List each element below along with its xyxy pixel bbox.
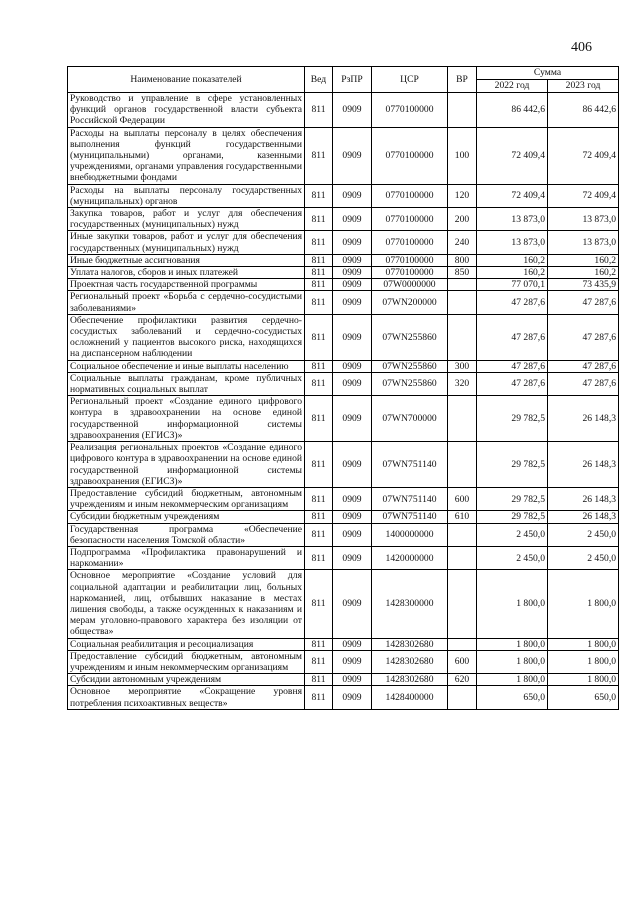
row-ved-cell: 811 (305, 208, 333, 231)
row-sum-2023-cell: 26 148,3 (548, 511, 619, 523)
row-vr-cell (448, 442, 477, 488)
row-sum-2022-cell: 1 800,0 (477, 638, 548, 650)
row-sum-2022-cell: 72 409,4 (477, 127, 548, 184)
row-vr-cell: 610 (448, 511, 477, 523)
table-row (68, 360, 619, 372)
row-vr-cell (448, 570, 477, 638)
row-rzpr-cell: 0909 (333, 442, 372, 488)
row-sum-2022-cell: 29 782,5 (477, 511, 548, 523)
table-row (68, 291, 619, 314)
row-name-cell: Обеспечение профилактики развития сердечно-сосудистых заболеваний и сердечно-сосудистых осложнений у пациентов высокого риска, находящихся на диспансерном наблюдении (68, 314, 305, 360)
table-row (68, 650, 619, 673)
row-ved-cell: 811 (305, 638, 333, 650)
row-rzpr-cell: 0909 (333, 267, 372, 279)
row-name-cell: Социальные выплаты гражданам, кроме публичных нормативных социальных выплат (68, 372, 305, 395)
row-vr-cell (448, 396, 477, 442)
row-sum-2022-cell: 650,0 (477, 686, 548, 709)
table-row (68, 254, 619, 266)
row-sum-2022-cell: 1 800,0 (477, 674, 548, 686)
row-rzpr-cell: 0909 (333, 314, 372, 360)
table-header-row (68, 67, 619, 80)
table-row (68, 686, 619, 709)
row-sum-2023-cell: 26 148,3 (548, 396, 619, 442)
row-sum-2023-cell: 160,2 (548, 267, 619, 279)
row-name-cell: Социальное обеспечение и иные выплаты населению (68, 360, 305, 372)
row-name-cell: Закупка товаров, работ и услуг для обеспечения государственных (муниципальных) нужд (68, 208, 305, 231)
row-vr-cell (448, 93, 477, 128)
row-csr-cell: 1400000000 (372, 523, 448, 546)
row-ved-cell: 811 (305, 231, 333, 254)
row-vr-cell: 200 (448, 208, 477, 231)
row-csr-cell: 0770100000 (372, 231, 448, 254)
row-ved-cell: 811 (305, 523, 333, 546)
row-name-cell: Реализация региональных проектов «Создание единого цифрового контура в здравоохранении на основе единой государственной информационной системы здравоохранения (ЕГИСЗ)» (68, 442, 305, 488)
row-name-cell: Субсидии бюджетным учреждениям (68, 511, 305, 523)
row-sum-2023-cell: 1 800,0 (548, 674, 619, 686)
row-csr-cell: 07WN751140 (372, 487, 448, 510)
row-ved-cell: 811 (305, 487, 333, 510)
row-name-cell: Государственная программа «Обеспечение безопасности населения Томской области» (68, 523, 305, 546)
row-name-cell: Региональный проект «Борьба с сердечно-сосудистыми заболеваниями» (68, 291, 305, 314)
row-ved-cell: 811 (305, 314, 333, 360)
row-vr-cell: 620 (448, 674, 477, 686)
row-sum-2022-cell: 77 070,1 (477, 279, 548, 291)
row-sum-2023-cell: 72 409,4 (548, 127, 619, 184)
row-name-cell: Субсидии автономным учреждениям (68, 674, 305, 686)
row-vr-cell: 600 (448, 650, 477, 673)
row-sum-2022-cell: 1 800,0 (477, 650, 548, 673)
row-rzpr-cell: 0909 (333, 487, 372, 510)
row-rzpr-cell: 0909 (333, 674, 372, 686)
table-row (68, 127, 619, 184)
row-name-cell: Руководство и управление в сфере установленных функций органов государственной власти субъекта Российской Федерации (68, 93, 305, 128)
row-sum-2023-cell: 13 873,0 (548, 231, 619, 254)
row-vr-cell (448, 638, 477, 650)
row-csr-cell: 0770100000 (372, 267, 448, 279)
row-csr-cell: 1428302680 (372, 674, 448, 686)
row-sum-2023-cell: 26 148,3 (548, 442, 619, 488)
row-csr-cell: 0770100000 (372, 208, 448, 231)
header-ved: Вед (305, 67, 333, 93)
row-name-cell: Уплата налогов, сборов и иных платежей (68, 267, 305, 279)
row-sum-2022-cell: 47 287,6 (477, 372, 548, 395)
row-sum-2023-cell: 2 450,0 (548, 546, 619, 569)
row-sum-2022-cell: 29 782,5 (477, 442, 548, 488)
row-ved-cell: 811 (305, 546, 333, 569)
table-row (68, 546, 619, 569)
table-row (68, 523, 619, 546)
row-sum-2023-cell: 47 287,6 (548, 372, 619, 395)
row-sum-2022-cell: 47 287,6 (477, 314, 548, 360)
row-vr-cell: 300 (448, 360, 477, 372)
row-csr-cell: 0770100000 (372, 254, 448, 266)
row-vr-cell: 100 (448, 127, 477, 184)
row-rzpr-cell: 0909 (333, 208, 372, 231)
row-sum-2022-cell: 86 442,6 (477, 93, 548, 128)
row-name-cell: Расходы на выплаты персоналу в целях обеспечения выполнения функций государственными (муниципальными) органами, казенными учреждениями, органами управления государственными внебюджетными фондами (68, 127, 305, 184)
header-year-2022: 2022 год (477, 80, 548, 93)
row-vr-cell (448, 279, 477, 291)
row-sum-2022-cell: 13 873,0 (477, 231, 548, 254)
row-ved-cell: 811 (305, 570, 333, 638)
row-name-cell: Социальная реабилитация и ресоциализация (68, 638, 305, 650)
row-vr-cell: 120 (448, 184, 477, 207)
table-row (68, 314, 619, 360)
budget-table (67, 66, 619, 710)
row-csr-cell: 07WN200000 (372, 291, 448, 314)
row-ved-cell: 811 (305, 686, 333, 709)
row-csr-cell: 07WN751140 (372, 511, 448, 523)
row-vr-cell: 600 (448, 487, 477, 510)
row-ved-cell: 811 (305, 279, 333, 291)
row-sum-2023-cell: 47 287,6 (548, 360, 619, 372)
table-row (68, 674, 619, 686)
row-ved-cell: 811 (305, 93, 333, 128)
row-rzpr-cell: 0909 (333, 396, 372, 442)
row-csr-cell: 1428302680 (372, 638, 448, 650)
table-row (68, 638, 619, 650)
table-row (68, 396, 619, 442)
row-csr-cell: 1420000000 (372, 546, 448, 569)
table-row (68, 208, 619, 231)
row-ved-cell: 811 (305, 442, 333, 488)
row-ved-cell: 811 (305, 511, 333, 523)
row-vr-cell: 320 (448, 372, 477, 395)
row-ved-cell: 811 (305, 650, 333, 673)
row-sum-2023-cell: 47 287,6 (548, 291, 619, 314)
row-csr-cell: 07WN255860 (372, 360, 448, 372)
table-row (68, 184, 619, 207)
row-rzpr-cell: 0909 (333, 231, 372, 254)
table-row (68, 511, 619, 523)
row-vr-cell: 850 (448, 267, 477, 279)
row-vr-cell: 800 (448, 254, 477, 266)
row-ved-cell: 811 (305, 360, 333, 372)
row-rzpr-cell: 0909 (333, 638, 372, 650)
row-csr-cell: 07WN255860 (372, 314, 448, 360)
row-sum-2022-cell: 160,2 (477, 254, 548, 266)
row-sum-2022-cell: 72 409,4 (477, 184, 548, 207)
table-row (68, 570, 619, 638)
table-row (68, 372, 619, 395)
row-name-cell: Подпрограмма «Профилактика правонарушений и наркомании» (68, 546, 305, 569)
row-csr-cell: 1428300000 (372, 570, 448, 638)
row-ved-cell: 811 (305, 254, 333, 266)
row-rzpr-cell: 0909 (333, 511, 372, 523)
row-sum-2022-cell: 160,2 (477, 267, 548, 279)
row-csr-cell: 1428400000 (372, 686, 448, 709)
row-csr-cell: 07WN255860 (372, 372, 448, 395)
row-csr-cell: 1428302680 (372, 650, 448, 673)
row-name-cell: Иные бюджетные ассигнования (68, 254, 305, 266)
row-name-cell: Региональный проект «Создание единого цифрового контура в здравоохранении на основе единой государственной информационной системы здравоохранения (ЕГИСЗ)» (68, 396, 305, 442)
table-body (68, 93, 619, 710)
row-sum-2023-cell: 1 800,0 (548, 570, 619, 638)
row-rzpr-cell: 0909 (333, 127, 372, 184)
row-vr-cell (448, 546, 477, 569)
table-row (68, 267, 619, 279)
row-sum-2023-cell: 47 287,6 (548, 314, 619, 360)
row-rzpr-cell: 0909 (333, 523, 372, 546)
row-name-cell: Основное мероприятие «Сокращение уровня потребления психоактивных веществ» (68, 686, 305, 709)
row-name-cell: Предоставление субсидий бюджетным, автономным учреждениям и иным некоммерческим организациям (68, 650, 305, 673)
row-sum-2023-cell: 1 800,0 (548, 638, 619, 650)
row-name-cell: Иные закупки товаров, работ и услуг для обеспечения государственных (муниципальных) нужд (68, 231, 305, 254)
row-sum-2022-cell: 47 287,6 (477, 360, 548, 372)
row-ved-cell: 811 (305, 372, 333, 395)
header-year-2023: 2023 год (548, 80, 619, 93)
row-csr-cell: 07W0000000 (372, 279, 448, 291)
row-rzpr-cell: 0909 (333, 372, 372, 395)
row-vr-cell (448, 686, 477, 709)
row-rzpr-cell: 0909 (333, 279, 372, 291)
row-name-cell: Предоставление субсидий бюджетным, автономным учреждениям и иным некоммерческим организациям (68, 487, 305, 510)
row-sum-2023-cell: 73 435,9 (548, 279, 619, 291)
row-ved-cell: 811 (305, 396, 333, 442)
row-sum-2023-cell: 2 450,0 (548, 523, 619, 546)
row-sum-2022-cell: 47 287,6 (477, 291, 548, 314)
row-sum-2022-cell: 2 450,0 (477, 523, 548, 546)
row-vr-cell (448, 523, 477, 546)
row-csr-cell: 0770100000 (372, 184, 448, 207)
row-rzpr-cell: 0909 (333, 650, 372, 673)
row-rzpr-cell: 0909 (333, 184, 372, 207)
row-sum-2023-cell: 1 800,0 (548, 650, 619, 673)
row-vr-cell (448, 291, 477, 314)
row-name-cell: Проектная часть государственной программы (68, 279, 305, 291)
row-sum-2023-cell: 86 442,6 (548, 93, 619, 128)
page-number: 406 (571, 40, 592, 55)
table-row (68, 93, 619, 128)
header-sum: Сумма (477, 67, 619, 80)
header-name: Наименование показателей (68, 67, 305, 93)
row-csr-cell: 07WN751140 (372, 442, 448, 488)
header-rzpr: РзПР (333, 67, 372, 93)
row-csr-cell: 0770100000 (372, 93, 448, 128)
row-sum-2022-cell: 29 782,5 (477, 487, 548, 510)
row-ved-cell: 811 (305, 674, 333, 686)
table-row (68, 442, 619, 488)
table-row (68, 279, 619, 291)
row-sum-2023-cell: 26 148,3 (548, 487, 619, 510)
row-rzpr-cell: 0909 (333, 93, 372, 128)
row-csr-cell: 07WN700000 (372, 396, 448, 442)
row-sum-2022-cell: 2 450,0 (477, 546, 548, 569)
row-rzpr-cell: 0909 (333, 360, 372, 372)
row-ved-cell: 811 (305, 267, 333, 279)
row-rzpr-cell: 0909 (333, 546, 372, 569)
table-row (68, 487, 619, 510)
row-name-cell: Основное мероприятие «Создание условий для социальной адаптации и реабилитации лиц, больных наркоманией, лиц, отбывших наказание в местах лишения свободы, а также осужденных к наказаниям и мерам уголовно-правового характера без изоляции от общества» (68, 570, 305, 638)
header-vr: ВР (448, 67, 477, 93)
row-sum-2023-cell: 72 409,4 (548, 184, 619, 207)
row-sum-2022-cell: 29 782,5 (477, 396, 548, 442)
row-sum-2022-cell: 1 800,0 (477, 570, 548, 638)
row-vr-cell: 240 (448, 231, 477, 254)
row-rzpr-cell: 0909 (333, 686, 372, 709)
row-sum-2022-cell: 13 873,0 (477, 208, 548, 231)
row-rzpr-cell: 0909 (333, 291, 372, 314)
row-sum-2023-cell: 13 873,0 (548, 208, 619, 231)
row-ved-cell: 811 (305, 291, 333, 314)
table-row (68, 231, 619, 254)
row-name-cell: Расходы на выплаты персоналу государственных (муниципальных) органов (68, 184, 305, 207)
row-sum-2023-cell: 160,2 (548, 254, 619, 266)
row-rzpr-cell: 0909 (333, 254, 372, 266)
row-csr-cell: 0770100000 (372, 127, 448, 184)
row-rzpr-cell: 0909 (333, 570, 372, 638)
row-vr-cell (448, 314, 477, 360)
row-ved-cell: 811 (305, 127, 333, 184)
row-sum-2023-cell: 650,0 (548, 686, 619, 709)
header-csr: ЦСР (372, 67, 448, 93)
row-ved-cell: 811 (305, 184, 333, 207)
